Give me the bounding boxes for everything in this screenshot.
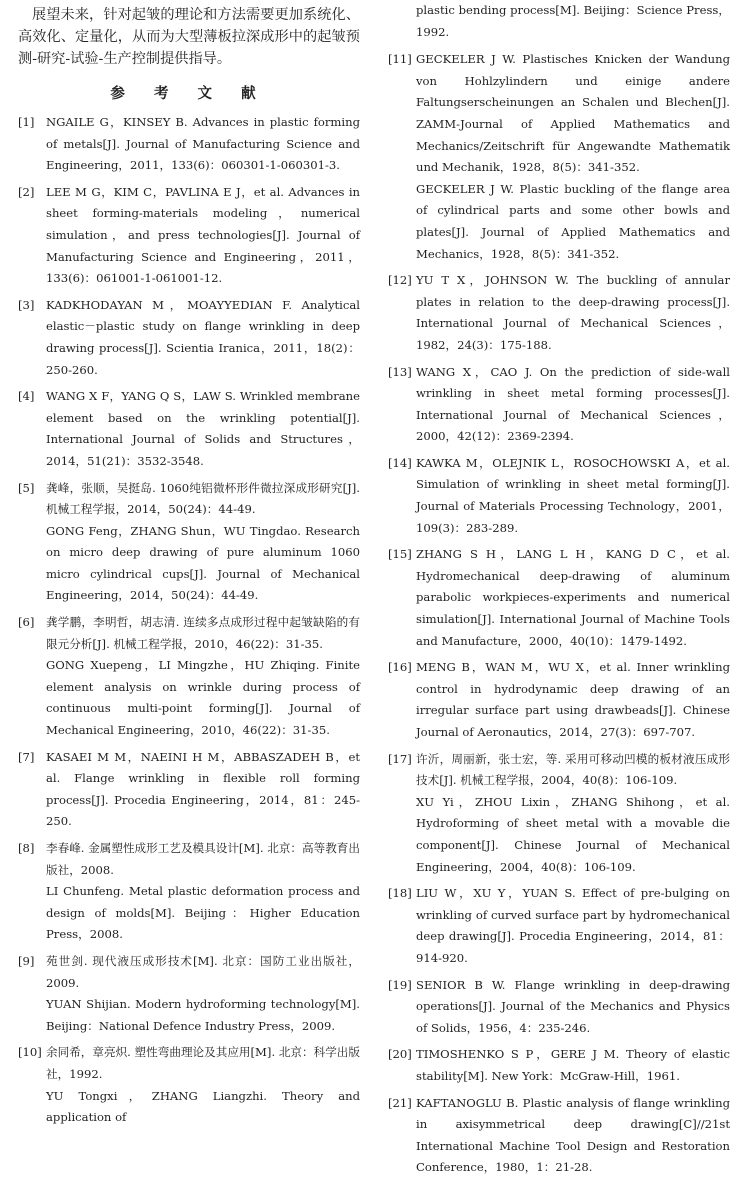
reference-body bbox=[46, 838, 360, 946]
reference-text: KASAEI M M，NAEINI H M，ABBASZADEH B，et al. Flange wrinkling in flexible roll forming process[J]. Procedia Engineering，2014，81：245-250. bbox=[46, 749, 360, 829]
reference-text: KAWKA M，OLEJNIK L，ROSOCHOWSKI A，et al. Simulation of wrinkling in sheet metal forming[J]. Journal of Materials Processing Technology，2001，109(3)：283-289. bbox=[416, 455, 730, 535]
reference-entry bbox=[18, 1042, 360, 1128]
reference-text: LEE M G，KIM C，PAVLINA E J，et al. Advances in sheet forming-materials modeling，numerical simulation，and press technologies[J]. Journal of Manufacturing Science and Engineering，2011，133(6)：061001-1-061001-12. bbox=[46, 184, 360, 286]
reference-body bbox=[46, 112, 360, 177]
reference-body bbox=[46, 747, 360, 833]
reference-body bbox=[416, 1093, 730, 1179]
reference-body bbox=[416, 362, 730, 448]
reference-text: LI Chunfeng. Metal plastic deformation process and design of molds[M]. Beijing：Higher Education Press，2008. bbox=[46, 884, 360, 942]
reference-entry bbox=[18, 182, 360, 290]
reference-text: SENIOR B W. Flange wrinkling in deep-drawing operations[J]. Journal of the Mechanics and Physics of Solids，1956，4：235-246. bbox=[416, 977, 730, 1035]
reference-entry bbox=[388, 270, 730, 356]
reference-number: [3] bbox=[18, 297, 35, 312]
reference-number: [20] bbox=[388, 1047, 412, 1062]
reference-entry bbox=[18, 838, 360, 946]
reference-entry bbox=[388, 749, 730, 879]
reference-text: KAFTANOGLU B. Plastic analysis of flange wrinkling in axisymmetrical deep drawing[C]//21st International Machine Tool Design and Restoration Conference，1980，1：21-28. bbox=[416, 1095, 730, 1175]
reference-entry bbox=[388, 883, 730, 969]
reference-number: [19] bbox=[388, 977, 412, 992]
reference-number: [1] bbox=[18, 115, 35, 129]
reference-text: YU T X，JOHNSON W. The buckling of annular plates in relation to the deep-drawing process[J]. International Journal of Mechanical Sciences，1982，24(3)：175-188. bbox=[416, 273, 730, 352]
reference-body bbox=[416, 975, 730, 1040]
reference-text: 苑世剑. 现代液压成形技术[M]. 北京：国防工业出版社，2009. bbox=[46, 953, 360, 990]
reference-entry bbox=[388, 544, 730, 652]
reference-entry bbox=[18, 295, 360, 381]
reference-entry bbox=[18, 612, 360, 742]
reference-number: [11] bbox=[388, 52, 412, 67]
right-column bbox=[388, 0, 730, 1184]
reference-number: [2] bbox=[18, 184, 35, 199]
reference-number: [10] bbox=[18, 1045, 42, 1060]
reference-body bbox=[416, 657, 730, 743]
reference-text: NGAILE G，KINSEY B. Advances in plastic forming of metals[J]. Journal of Manufacturing Science and Engineering，2011，133(6)：060301-1-060301-3. bbox=[46, 115, 360, 173]
reference-continuation: plastic bending process[M]. Beijing：Science Press，1992. bbox=[416, 3, 730, 39]
reference-entry bbox=[388, 1093, 730, 1179]
reference-text: MENG B，WAN M，WU X，et al. Inner wrinkling control in hydrodynamic deep drawing of an irregular surface part using drawbeads[J]. Chinese Journal of Aeronautics，2014，27(3)：697-707. bbox=[416, 660, 730, 739]
reference-body bbox=[46, 295, 360, 381]
reference-body bbox=[416, 749, 730, 879]
reference-text: 龚峰，张顺，吴挺岛. 1060纯铝微杯形件微拉深成形研究[J]. 机械工程学报，2014，50(24)：44-49. bbox=[46, 480, 360, 517]
reference-entry bbox=[388, 1044, 730, 1087]
reference-entry bbox=[18, 747, 360, 833]
reference-body bbox=[416, 883, 730, 969]
reference-body bbox=[46, 951, 360, 1037]
reference-body bbox=[416, 1044, 730, 1087]
reference-text: GECKELER J W. Plastisches Knicken der Wandung von Hohlzylindern und einige andere Faltungserscheinungen an Schalen und Blechen[J]. ZAMM-Journal of Applied Mathematics and Mechanics/Zeitschrift für Angewandte Mathematik und Mechanik，1928，8(5)：341-352. bbox=[416, 52, 730, 175]
reference-number: [8] bbox=[18, 841, 35, 855]
reference-number: [9] bbox=[18, 953, 35, 968]
reference-text: WANG X F，YANG Q S，LAW S. Wrinkled membrane element based on the wrinkling potential[J]. International Journal of Solids and Structures，2014，51(21)：3532-3548. bbox=[46, 389, 360, 468]
reference-text: 龚学鹏，李明哲，胡志清. 连续多点成形过程中起皱缺陷的有限元分析[J]. 机械工程学报，2010，46(22)：31-35. bbox=[46, 615, 360, 651]
conclusion-paragraph: 展望未来，针对起皱的理论和方法需要更加系统化、高效化、定量化，从而为大型薄板拉深成形中的起皱预测-研究-试验-生产控制提供指导。 bbox=[18, 7, 360, 67]
reference-body bbox=[46, 386, 360, 472]
reference-entry bbox=[388, 453, 730, 539]
reference-number: [17] bbox=[388, 751, 412, 766]
reference-entry bbox=[18, 386, 360, 472]
reference-text: WANG X，CAO J. On the prediction of side-wall wrinkling in sheet metal forming processes[J]. International Journal of Mechanical Sciences，2000，42(12)：2369-2394. bbox=[416, 364, 730, 444]
reference-entry bbox=[388, 49, 730, 265]
reference-entry bbox=[388, 362, 730, 448]
reference-text: 余同希，章亮炽. 塑性弯曲理论及其应用[M]. 北京：科学出版社，1992. bbox=[46, 1045, 360, 1081]
reference-body bbox=[46, 612, 360, 742]
reference-number: [13] bbox=[388, 364, 412, 379]
reference-number: [14] bbox=[388, 455, 412, 470]
reference-number: [5] bbox=[18, 480, 35, 495]
left-reference-list bbox=[18, 112, 360, 1129]
references-heading: 参 考 文 献 bbox=[110, 85, 268, 102]
reference-text: 许沂，周丽新，张士宏，等. 采用可移动凹模的板材液压成形技术[J]. 机械工程学报，2004，40(8)：106-109. bbox=[416, 751, 730, 788]
reference-text: TIMOSHENKO S P，GERE J M. Theory of elastic stability[M]. New York：McGraw-Hill，1961. bbox=[416, 1047, 730, 1083]
reference-body bbox=[416, 453, 730, 539]
reference-text: GONG Xuepeng，LI Mingzhe，HU Zhiqing. Finite element analysis on wrinkle during process of continuous multi-point forming[J]. Journal of Mechanical Engineering，2010，46(22)：31-35. bbox=[46, 658, 360, 738]
reference-text: 李春峰. 金属塑性成形工艺及模具设计[M]. 北京：高等教育出版社，2008. bbox=[46, 841, 360, 877]
reference-entry bbox=[388, 975, 730, 1040]
reference-number: [12] bbox=[388, 273, 412, 288]
right-reference-list bbox=[388, 49, 730, 1179]
reference-text: YUAN Shijian. Modern hydroforming technology[M]. Beijing：National Defence Industry Press，2009. bbox=[46, 997, 360, 1033]
reference-number: [18] bbox=[388, 886, 412, 901]
reference-body bbox=[416, 49, 730, 265]
reference-number: [7] bbox=[18, 749, 35, 764]
left-column bbox=[18, 0, 360, 1134]
reference-number: [16] bbox=[388, 660, 412, 675]
reference-entry bbox=[18, 951, 360, 1037]
reference-body bbox=[416, 544, 730, 652]
reference-number: [15] bbox=[388, 547, 412, 562]
reference-entry bbox=[18, 478, 360, 608]
reference-body bbox=[46, 478, 360, 608]
reference-text: ZHANG S H，LANG L H，KANG D C，et al. Hydromechanical deep-drawing of aluminum parabolic workpieces-experiments and numerical simulation[J]. International Journal of Machine Tools and Manufacture，2000，40(10)：1479-1492. bbox=[416, 547, 730, 648]
reference-entry bbox=[18, 112, 360, 177]
reference-body bbox=[416, 270, 730, 356]
reference-number: [21] bbox=[388, 1095, 412, 1110]
reference-number: [4] bbox=[18, 389, 35, 404]
reference-text: GECKELER J W. Plastic buckling of the flange area of cylindrical parts and some other bowls and plates[J]. Journal of Applied Mathematics and Mechanics，1928，8(5)：341-352. bbox=[416, 181, 730, 261]
reference-body bbox=[46, 1042, 360, 1128]
reference-text: GONG Feng，ZHANG Shun，WU Tingdao. Research on micro deep drawing of pure aluminum 1060 micro cylindrical cups[J]. Journal of Mechanical Engineering，2014，50(24)：44-49. bbox=[46, 523, 360, 603]
reference-number: [6] bbox=[18, 615, 35, 630]
reference-text: YU Tongxi，ZHANG Liangzhi. Theory and application of bbox=[46, 1088, 360, 1125]
reference-body bbox=[46, 182, 360, 290]
reference-text: LIU W，XU Y，YUAN S. Effect of pre-bulging on wrinkling of curved surface part by hydromechanical deep drawing[J]. Procedia Engineering，2014，81：914-920. bbox=[416, 886, 730, 965]
reference-text: KADKHODAYAN M，MOAYYEDIAN F. Analytical elastic－plastic study on flange wrinkling in deep drawing process[J]. Scientia Iranica，2011，18(2)：250-260. bbox=[46, 297, 360, 377]
reference-entry bbox=[388, 657, 730, 743]
reference-text: XU Yi，ZHOU Lixin，ZHANG Shihong，et al. Hydroforming of sheet metal with a movable die component[J]. Chinese Journal of Mechanical Engineering，2004，40(8)：106-109. bbox=[416, 794, 730, 874]
